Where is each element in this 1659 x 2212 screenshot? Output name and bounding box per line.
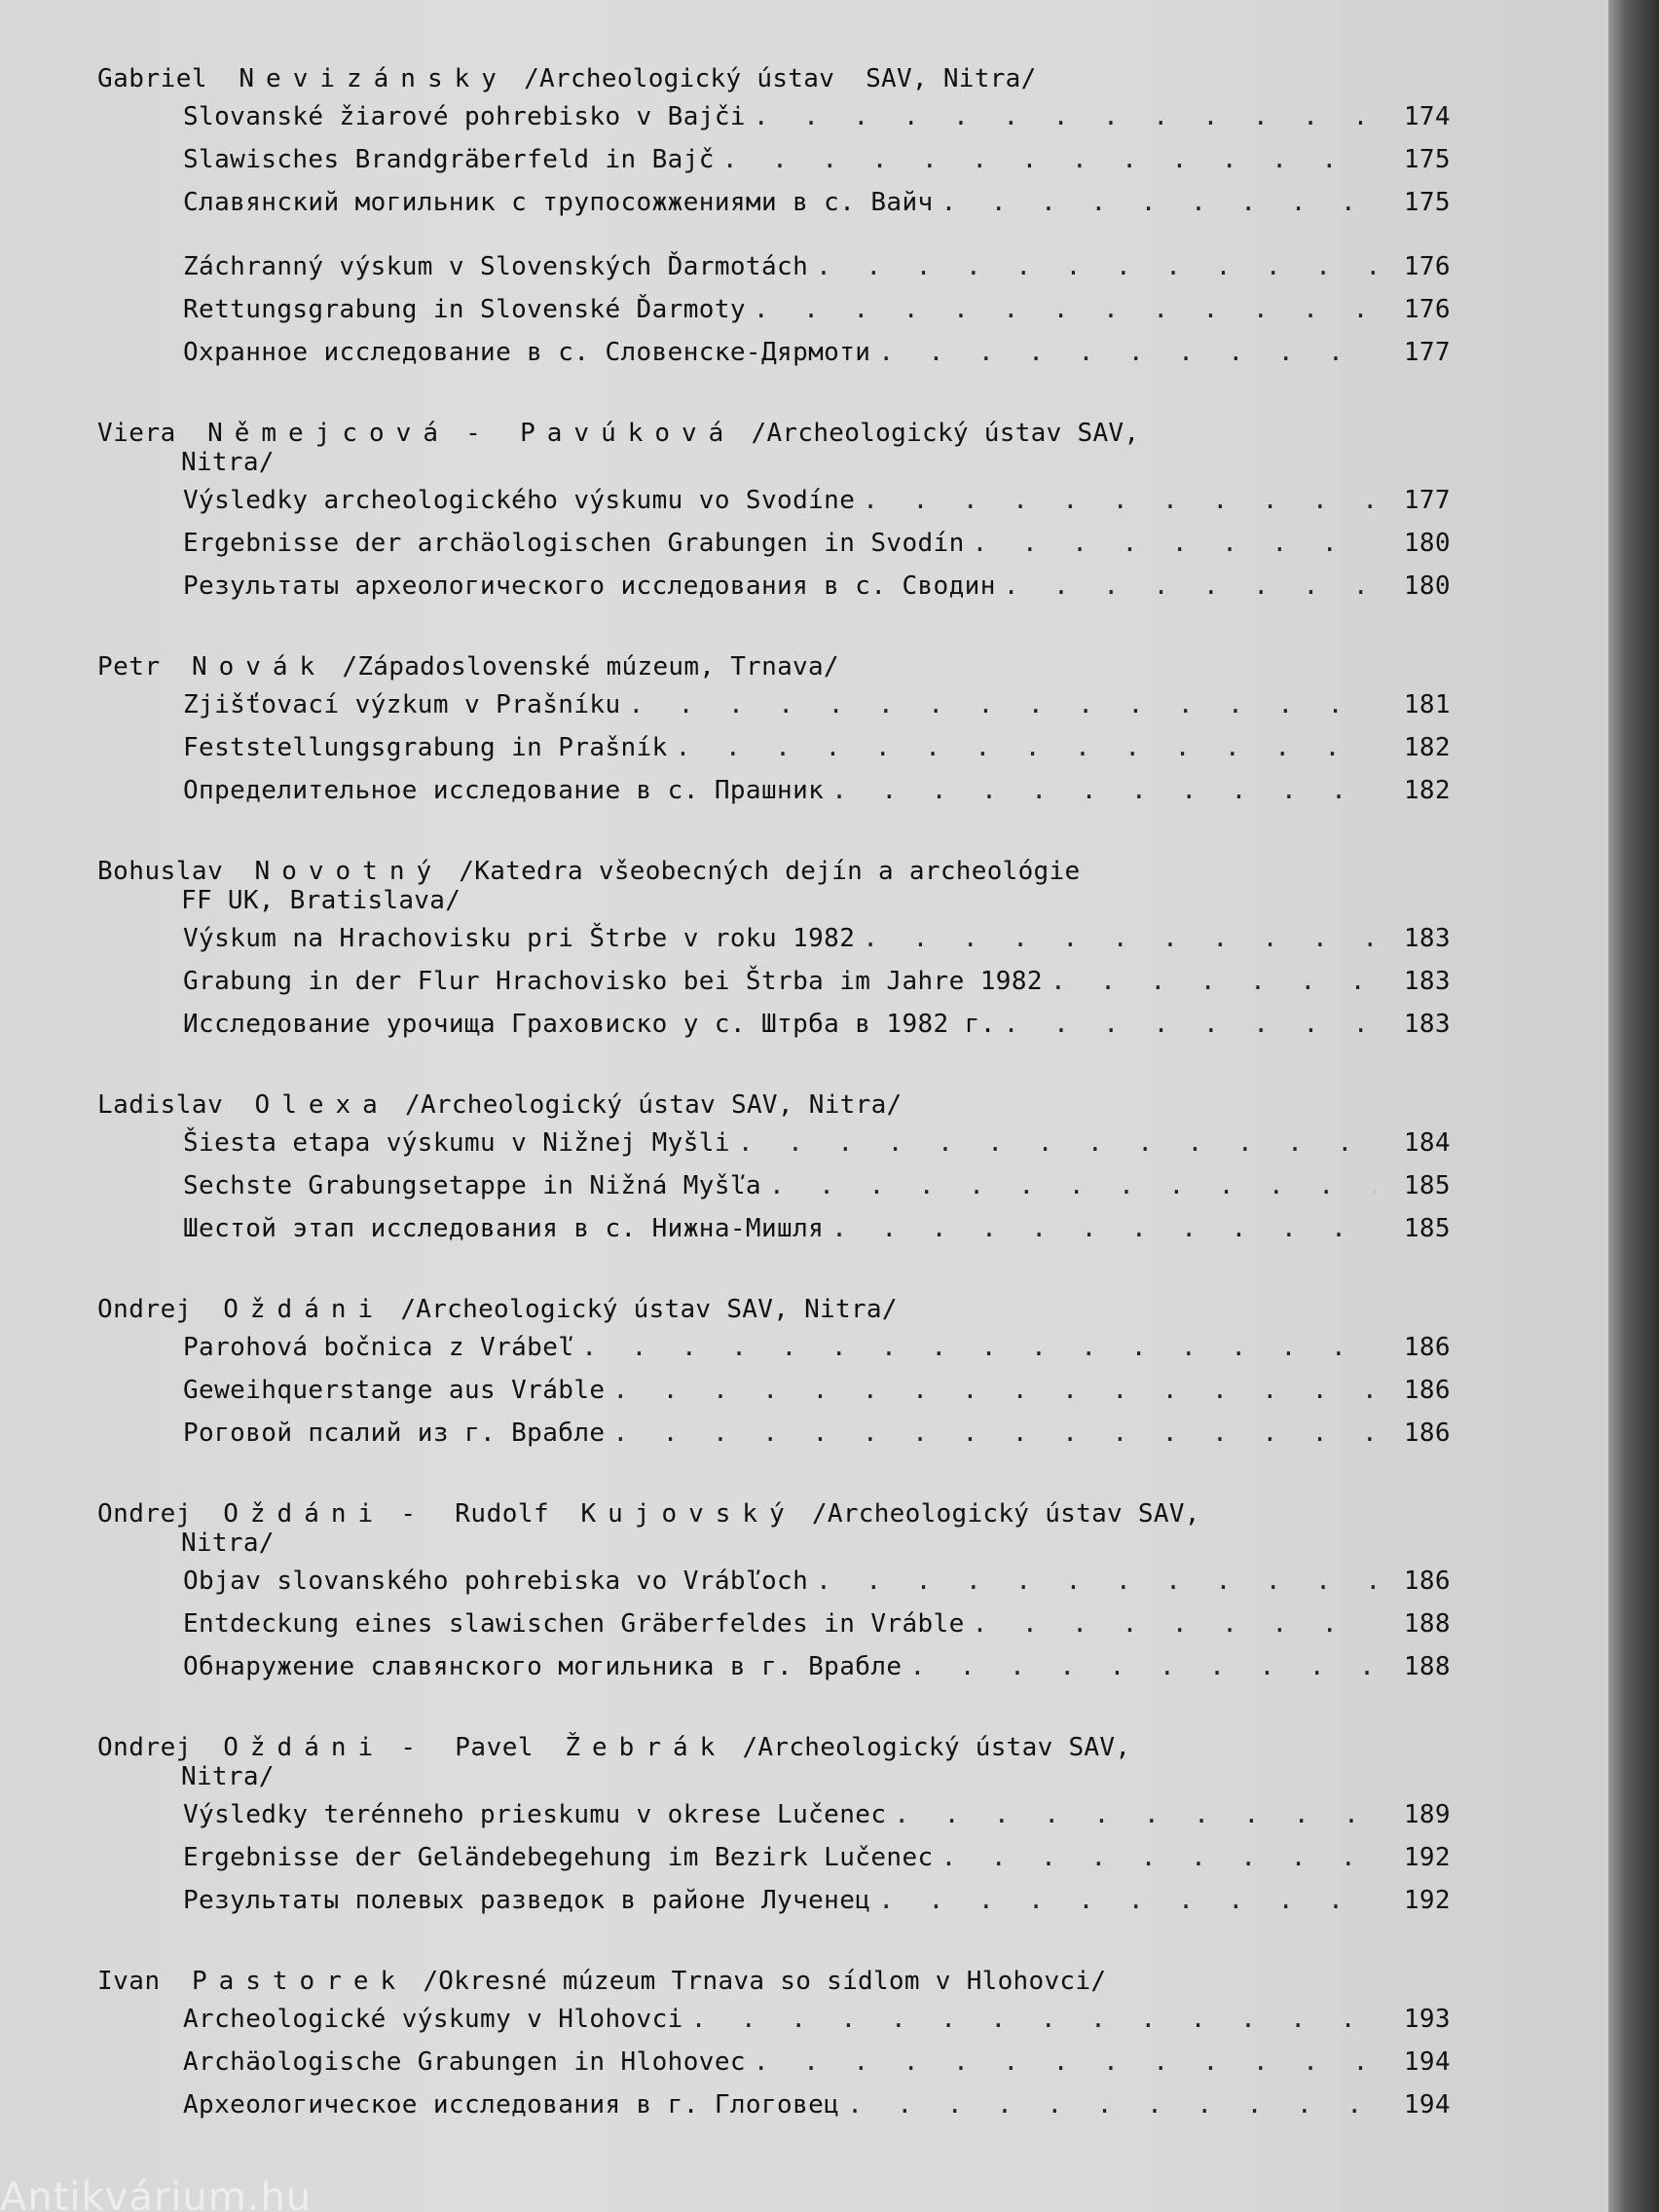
entry-list (97, 1998, 1460, 2126)
author-heading (97, 1967, 1363, 1996)
dot-leader (816, 1560, 1375, 1603)
dot-leader (1051, 960, 1375, 1003)
dot-leader (754, 95, 1375, 138)
toc-entry (97, 1645, 1451, 1688)
entry-title: Охранное исследование в с. Словенске-Дярмоти (183, 338, 871, 367)
author-affiliation-continued: Nitra/ (181, 448, 275, 477)
entry-page-number: 186 (1403, 1419, 1451, 1448)
entry-page-number: 183 (1403, 924, 1451, 953)
dot-leader (831, 1207, 1375, 1250)
dot-leader (878, 1879, 1375, 1922)
entry-page-number: 181 (1403, 690, 1451, 719)
dot-leader (831, 769, 1375, 812)
author-separator: - (400, 1733, 424, 1762)
entry-list (97, 683, 1460, 812)
dot-leader (973, 1603, 1375, 1645)
toc-entry (97, 138, 1451, 181)
entry-title: Archäologische Grabungen in Hlohovec (183, 2047, 746, 2077)
dot-leader (676, 726, 1375, 769)
toc-entry (97, 1326, 1451, 1369)
dot-leader (754, 2041, 1375, 2083)
toc-section (97, 1733, 1460, 1922)
author-affiliation: /Archeologický ústav SAV, Nitra/ (400, 1295, 898, 1324)
author-given-name: Ladislav (97, 1090, 224, 1120)
author-affiliation: /Archeologický ústav SAV, Nitra/ (404, 1090, 903, 1120)
author-affiliation-continued: FF UK, Bratislava/ (181, 886, 461, 915)
author-heading (97, 1090, 1363, 1120)
entry-title: Grabung in der Flur Hrachovisko bei Štrba im Jahre 1982 (183, 967, 1043, 996)
toc-entry (97, 1164, 1451, 1207)
entry-list (97, 1793, 1460, 1922)
entry-title: Шестой этап исследования в с. Нижна-Мишля (183, 1214, 825, 1243)
dot-leader (894, 1793, 1375, 1836)
author-affiliation: /Katedra všeobecných dejín a archeológie (459, 857, 1081, 886)
entry-title: Slovanské žiarové pohrebisko v Bajči (183, 102, 746, 131)
author-surname: Novák (191, 652, 327, 682)
toc-section (97, 652, 1460, 812)
toc-entry (97, 1998, 1451, 2041)
author-affiliation-continued: Nitra/ (181, 1529, 275, 1558)
entry-page-number: 180 (1403, 571, 1451, 601)
entry-page-number: 194 (1403, 2047, 1451, 2077)
toc-entry (97, 1207, 1451, 1250)
dot-leader (863, 917, 1375, 960)
author-given-name: Viera (97, 419, 176, 448)
author-affiliation: /Archeologický ústav SAV, (811, 1499, 1200, 1529)
author-heading (97, 652, 1363, 682)
entry-title: Славянский могильник с трупосожжениями в с. Вайч (183, 188, 934, 217)
dot-leader (722, 138, 1375, 181)
entry-page-number: 177 (1403, 338, 1451, 367)
entry-title: Археологическое исследования в г. Глоговец (183, 2090, 840, 2120)
toc-section (97, 1090, 1460, 1250)
entry-title: Výsledky archeologického výskumu vo Svodíne (183, 486, 856, 515)
toc-entry (97, 565, 1451, 608)
entry-page-number: 192 (1403, 1886, 1451, 1915)
entry-title: Feststellungsgrabung in Prašník (183, 733, 668, 762)
entry-page-number: 186 (1403, 1567, 1451, 1596)
entry-title: Rettungsgrabung in Slovenské Ďarmoty (183, 295, 746, 324)
entry-title: Исследование урочища Граховиско у с. Штрба в 1982 г. (183, 1010, 996, 1039)
dot-leader (769, 1164, 1375, 1207)
entry-page-number: 188 (1403, 1609, 1451, 1639)
dot-leader (973, 522, 1375, 565)
author-heading (97, 419, 1363, 477)
table-of-contents (97, 64, 1460, 2171)
entry-page-number: 188 (1403, 1652, 1451, 1681)
dot-leader (1004, 565, 1375, 608)
toc-entry (97, 1793, 1451, 1836)
dot-leader (612, 1412, 1375, 1455)
entry-page-number: 176 (1403, 252, 1451, 281)
dot-leader (629, 683, 1376, 726)
author-surname: Němejcová (207, 419, 450, 448)
entry-title: Objav slovanského pohrebiska vo Vrábľoch (183, 1567, 809, 1596)
author-heading (97, 64, 1363, 93)
author2-surname: Kujovský (580, 1499, 796, 1529)
entry-page-number: 185 (1403, 1214, 1451, 1243)
author-surname: Nevizánsky (239, 64, 508, 93)
author-surname: Pastorek (191, 1967, 408, 1996)
author-surname: Novotný (254, 857, 444, 886)
entry-page-number: 186 (1403, 1333, 1451, 1362)
entry-page-number: 180 (1403, 529, 1451, 558)
toc-entry (97, 960, 1451, 1003)
toc-section (97, 1499, 1460, 1688)
author-affiliation-continued: Nitra/ (181, 1762, 275, 1791)
toc-entry (97, 1603, 1451, 1645)
spacer (97, 224, 1460, 245)
entry-title: Результаты археологического исследования в с. Сводин (183, 571, 996, 601)
entry-title: Zjišťovací výzkum v Prašníku (183, 690, 621, 719)
author-affiliation: /Západoslovenské múzeum, Trnava/ (342, 652, 839, 682)
dot-leader (738, 1122, 1375, 1164)
entry-title: Ergebnisse der archäologischen Grabungen in Svodín (183, 529, 965, 558)
dot-leader (941, 181, 1375, 224)
author-given-name: Bohuslav (97, 857, 224, 886)
author2-given-name: Rudolf (455, 1499, 550, 1529)
author-surname: Oždáni (223, 1733, 386, 1762)
entry-title: Archeologické výskumy v Hlohovci (183, 2005, 683, 2034)
toc-entry (97, 479, 1451, 522)
author2-surname: Pavúková (520, 419, 736, 448)
dot-leader (581, 1326, 1375, 1369)
toc-entry (97, 917, 1451, 960)
entry-title: Ergebnisse der Geländebegehung im Bezirk Lučenec (183, 1843, 934, 1872)
entry-page-number: 175 (1403, 145, 1451, 174)
author-heading (97, 857, 1363, 915)
toc-section (97, 419, 1460, 608)
author-affiliation: /Archeologický ústav SAV, (742, 1733, 1131, 1762)
toc-entry (97, 1122, 1451, 1164)
author-surname: Olexa (254, 1090, 389, 1120)
entry-page-number: 182 (1403, 776, 1451, 805)
entry-title: Parohová bočnica z Vrábeľ (183, 1333, 574, 1362)
author-heading (97, 1295, 1363, 1324)
dot-leader (816, 245, 1375, 288)
toc-section (97, 1295, 1460, 1455)
toc-entry (97, 2083, 1451, 2126)
author-affiliation: /Okresné múzeum Trnava so sídlom v Hlohovci/ (423, 1967, 1107, 1996)
entry-page-number: 185 (1403, 1171, 1451, 1200)
entry-title: Slawisches Brandgräberfeld in Bajč (183, 145, 715, 174)
entry-page-number: 177 (1403, 486, 1451, 515)
entry-title: Результаты полевых разведок в районе Лученец (183, 1886, 871, 1915)
toc-entry (97, 95, 1451, 138)
entry-page-number: 192 (1403, 1843, 1451, 1872)
author-surname: Oždáni (223, 1295, 386, 1324)
entry-list (97, 479, 1460, 608)
author-surname: Oždáni (223, 1499, 386, 1529)
dot-leader (863, 479, 1375, 522)
entry-page-number: 183 (1403, 967, 1451, 996)
watermark: Antikvárium.hu (0, 2175, 313, 2212)
author-given-name: Ondrej (97, 1499, 192, 1529)
toc-entry (97, 1879, 1451, 1922)
entry-page-number: 194 (1403, 2090, 1451, 2120)
toc-entry (97, 288, 1451, 331)
author-given-name: Ondrej (97, 1295, 192, 1324)
dot-leader (612, 1369, 1375, 1412)
entry-list (97, 1560, 1460, 1688)
author2-surname: Žebrák (565, 1733, 727, 1762)
dot-leader (878, 331, 1375, 374)
entry-list (97, 1326, 1460, 1455)
toc-entry (97, 1003, 1451, 1046)
toc-section (97, 64, 1460, 374)
toc-entry (97, 683, 1451, 726)
dot-leader (909, 1645, 1375, 1688)
author-separator: - (400, 1499, 424, 1529)
author-given-name: Ivan (97, 1967, 161, 1996)
entry-page-number: 189 (1403, 1800, 1451, 1829)
entry-title: Определительное исследование в с. Прашник (183, 776, 825, 805)
toc-entry (97, 1369, 1451, 1412)
author2-given-name: Pavel (455, 1733, 535, 1762)
entry-list (97, 1122, 1460, 1250)
entry-list (97, 917, 1460, 1046)
toc-entry (97, 1836, 1451, 1879)
entry-title: Entdeckung eines slawischen Gräberfeldes in Vráble (183, 1609, 965, 1639)
entry-page-number: 184 (1403, 1128, 1451, 1158)
toc-entry (97, 1412, 1451, 1455)
toc-entry (97, 1560, 1451, 1603)
entry-page-number: 182 (1403, 733, 1451, 762)
author-separator: - (465, 419, 489, 448)
toc-entry (97, 331, 1451, 374)
author-given-name: Petr (97, 652, 161, 682)
toc-entry (97, 769, 1451, 812)
entry-title: Роговой псалий из г. Врабле (183, 1419, 606, 1448)
dot-leader (691, 1998, 1375, 2041)
entry-title: Обнаружение славянского могильника в г. Врабле (183, 1652, 903, 1681)
author-heading (97, 1499, 1363, 1558)
dot-leader (941, 1836, 1375, 1879)
entry-page-number: 174 (1403, 102, 1451, 131)
toc-section (97, 1967, 1460, 2126)
entry-page-number: 176 (1403, 295, 1451, 324)
dot-leader (847, 2083, 1375, 2126)
author-affiliation: /Archeologický ústav SAV, Nitra/ (524, 64, 1037, 93)
toc-entry (97, 181, 1451, 224)
toc-entry (97, 245, 1451, 288)
author-given-name: Gabriel (97, 64, 208, 93)
author-affiliation: /Archeologický ústav SAV, (751, 419, 1140, 448)
entry-title: Šiesta etapa výskumu v Nižnej Myšli (183, 1128, 730, 1158)
entry-page-number: 175 (1403, 188, 1451, 217)
entry-title: Záchranný výskum v Slovenských Ďarmotách (183, 252, 809, 281)
toc-entry (97, 522, 1451, 565)
author-heading (97, 1733, 1363, 1791)
dot-leader (754, 288, 1375, 331)
entry-page-number: 193 (1403, 2005, 1451, 2034)
page-edge-shadow (1608, 0, 1659, 2212)
dot-leader (1004, 1003, 1375, 1046)
entry-list (97, 95, 1460, 374)
entry-title: Výskum na Hrachovisku pri Štrbe v roku 1982 (183, 924, 856, 953)
entry-page-number: 186 (1403, 1376, 1451, 1405)
toc-section (97, 857, 1460, 1046)
toc-entry (97, 2041, 1451, 2083)
entry-title: Sechste Grabungsetappe in Nižná Myšľa (183, 1171, 761, 1200)
entry-title: Výsledky terénneho prieskumu v okrese Lučenec (183, 1800, 887, 1829)
entry-title: Geweihquerstange aus Vráble (183, 1376, 606, 1405)
entry-page-number: 183 (1403, 1010, 1451, 1039)
toc-entry (97, 726, 1451, 769)
author-given-name: Ondrej (97, 1733, 192, 1762)
